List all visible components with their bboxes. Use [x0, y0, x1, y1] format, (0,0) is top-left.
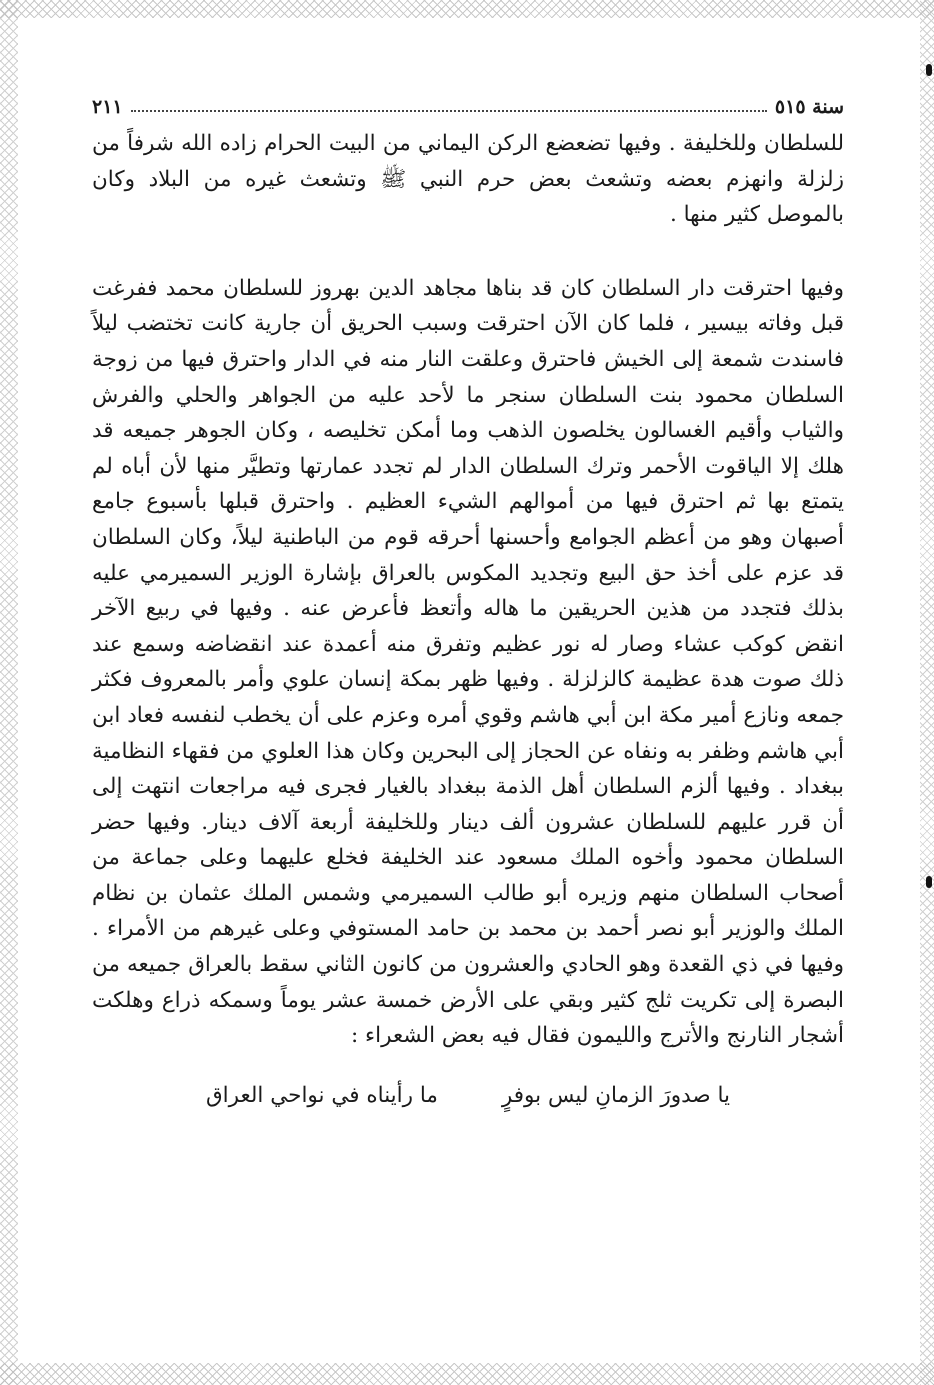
header-dot-leader	[131, 110, 767, 112]
binding-mark-bottom	[926, 876, 932, 888]
binding-mark-top	[926, 64, 932, 76]
header-year: سنة ٥١٥	[774, 96, 844, 118]
decorative-bottom-border	[0, 1363, 934, 1385]
decorative-top-border	[0, 0, 934, 18]
poem-first-hemistich: يا صدورَ الزمانِ ليس بوفرٍ	[501, 1082, 731, 1108]
decorative-left-border	[0, 0, 18, 1385]
paragraph-2: وفيها احترقت دار السلطان كان قد بناها مجاهد الدين بهروز للسلطان محمد ففرغت قبل وفاته بيسير ، فلما كان الآن احترقت وسبب الحريق أن جارية كانت تختضب ليلاً فاسندت شمعة إلى الخيش فاحترق وعلقت النار منه في الدار واحترق فيها من زوجة السلطان محمود بنت السلطان سنجر ما لأحد عليه من الجواهر والحلي والفرش والثياب وأقيم الغسالون يخلصون الذهب وما أمكن تخليصه ، وكان الجوهر جميعه قد هلك إلا الياقوت الأحمر وترك السلطان الدار لم تجدد عمارتها وتطيَّر منها لأن أباه لم يتمتع بها ثم احترق فيها من أموالهم الشيء العظيم . واحترق قبلها بأسبوع جامع أصبهان وهو من أعظم الجوامع وأحسنها أحرقه قوم من الباطنية ليلاً، وكان السلطان قد عزم على أخذ حق البيع وتجديد المكوس بالعراق بإشارة الوزير السميرمي عليه بذلك فتجدد من هذين الحريقين ما هاله وأتعظ فأعرض عنه . وفيها في ربيع الآخر انقض كوكب عشاء وصار له نور عظيم وتفرق منه أعمدة عند انقضاضه وسمع عند ذلك صوت هدة عظيمة كالزلزلة . وفيها ظهر بمكة إنسان علوي وأمر بالمعروف فكثر جمعه ونازع أمير مكة ابن أبي هاشم وقوي أمره وعزم على أن يخطب لنفسه فعاد ابن أبي هاشم وظفر به ونفاه عن الحجاز إلى البحرين وكان هذا العلوي من فقهاء النظامية ببغداد . وفيها ألزم السلطان أهل الذمة ببغداد بالغيار فجرى فيه مراجعات انتهت إلى أن قرر عليهم للسلطان عشرون ألف دينار وللخليفة أربعة آلاف دينار. وفيها حضر السلطان محمود وأخوه الملك مسعود عند الخليفة فخلع عليهما وعلى جماعة من أصحاب السلطان منهم وزيره أبو طالب السميرمي وشمس الملك عثمان بن نظام الملك والوزير أبو نصر أحمد بن محمد بن حامد المستوفي وعلى غيرهم من الأمراء . وفيها في ذي القعدة وهو الحادي والعشرون من كانون الثاني سقط بالعراق جميعه من البصرة إلى تكريت ثلج كثير وبقي على الأرض خمسة عشر يوماً وسمكه ذراع وهلكت أشجار النارنج والأترج والليمون فقال فيه بعض الشعراء :	[92, 275, 844, 1049]
poem-verse	[92, 1078, 844, 1114]
decorative-right-border	[920, 0, 934, 1385]
book-page	[92, 88, 844, 1114]
running-header	[92, 88, 844, 118]
paragraph-1: للسلطان وللخليفة . وفيها تضعضع الركن اليماني من البيت الحرام زاده الله شرفاً من زلزلة وانهزم بعضه وتشعث بعض حرم النبي ﷺ وتشعث غيره من البلاد وكان بالموصل كثير منها .	[92, 131, 844, 228]
poem-second-hemistich: ما رأيناه في نواحي العراق	[205, 1082, 438, 1108]
page-number: ٢١١	[92, 96, 123, 118]
